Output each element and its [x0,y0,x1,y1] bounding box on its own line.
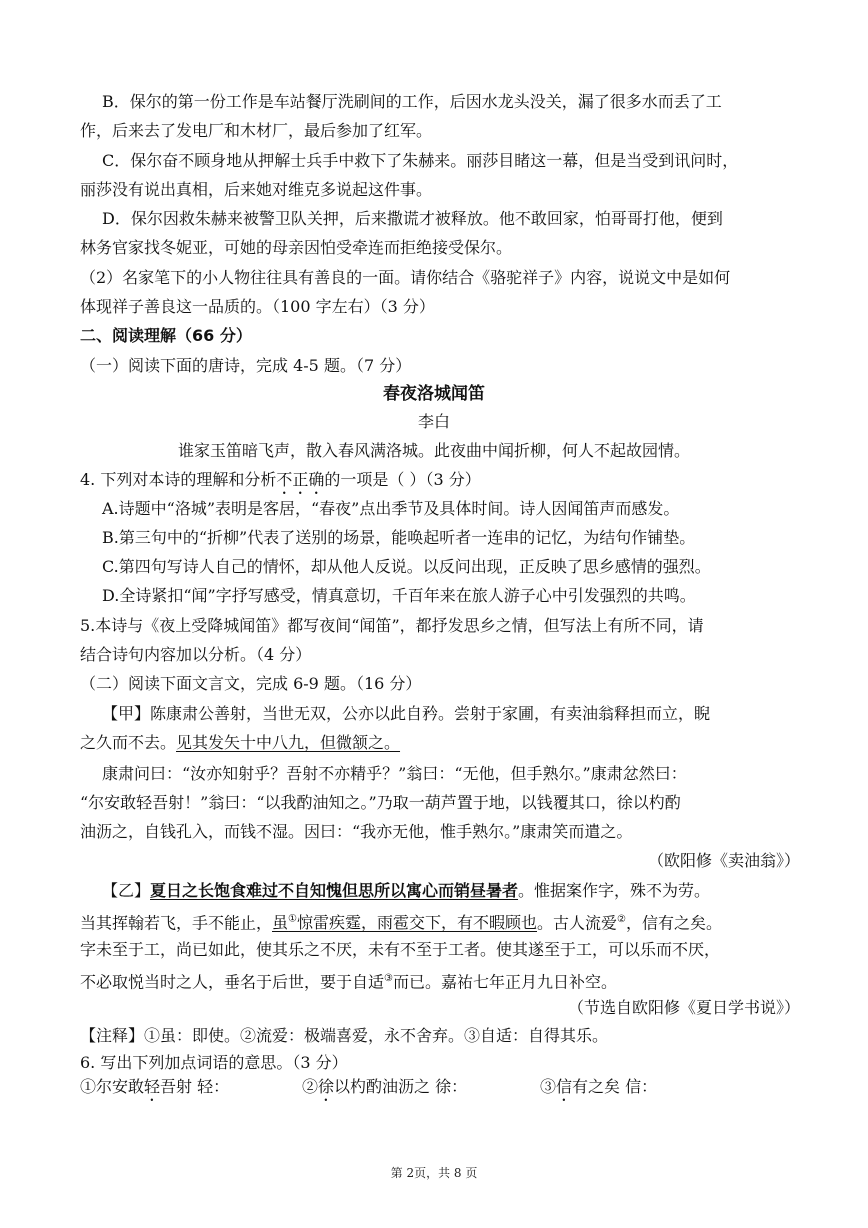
poem-author: 李白 [417,412,450,431]
q6-item1-c: 吾射 轻： [160,1077,230,1096]
q6-item1-dotted: 轻 [144,1077,161,1096]
yi-line1-rest: 。惟据案作字，殊不为劳。 [518,881,711,900]
q6-item2-c: 以杓酌油沥之 徐： [334,1077,468,1096]
yi-line4 [80,969,800,992]
q6-item-3 [540,1077,740,1105]
yi-line1 [102,881,822,901]
note-marker-1: ① [288,914,297,925]
jia-line2 [80,733,800,753]
yi-underlined-sentence-1: 夏日之长饱食难过不自知愧但思所以寓心而销昼暑者 [150,881,519,900]
q3-option-c-line1: C．保尔奋不顾身地从押解士兵手中救下了朱赫来。丽莎目睹这一幕，但是当受到讯问时， [102,151,739,170]
page-footer: 第 2页，共 8 页 [390,1166,478,1180]
yi-line2-start: 当其挥翰若飞，手不能止， [80,913,273,933]
q3-option-d-line1: D．保尔因救朱赫来被警卫队关押，后来撒谎才被释放。他不敢回家，怕哥哥打他，便到 [102,209,723,228]
jia-line3: 康肃问曰：“汝亦知射乎？吾射不亦精乎？”翁曰：“无他，但手熟尔。”康肃忿然曰： [102,764,687,783]
q6-item2-dotted: 徐 [318,1077,335,1096]
yi-line4-start: 不必取悦当时之人，垂名于后世，要于自适 [80,972,385,992]
q4-stem-part3: 的一项是（ ）（3 分） [324,470,481,489]
q4-option-c: C.第四句写诗人自己的情怀，却从他人反说。以反问出现，正反映了思乡感情的强烈。 [102,557,711,576]
q5-line2: 结合诗句内容加以分析。（4 分） [80,645,312,664]
yi-underlined-sentence-2 [272,913,537,932]
note-marker-3: ③ [384,973,393,984]
jia-line2-text: 之久而不去。 [80,733,177,752]
q4-stem [80,470,800,498]
annotation: 【注释】①虽：即使。②流爱：极端喜爱，永不舍弃。③自适：自得其乐。 [80,1026,609,1045]
yi-line4-end: 而已。嘉祐七年正月九日补空。 [392,972,617,992]
poem-text: 谁家玉笛暗飞声，散入春风满洛城。此夜曲中闻折柳，何人不起故园情。 [177,441,690,460]
q4-option-b: B.第三句中的“折柳”代表了送别的场景，能唤起听者一连串的记忆，为结句作铺垫。 [102,528,696,547]
part2-intro: （二）阅读下面文言文，完成 6-9 题。（16 分） [80,674,422,693]
yi-underlined-rest: 惊雷疾霆，雨雹交下，有不暇顾也 [297,913,538,933]
q3-sub2-line1: （2）名家笔下的小人物往往具有善良的一面。请你结合《骆驼祥子》内容，说说文中是如何 [80,268,731,287]
jia-line5: 油沥之，自钱孔入，而钱不湿。因曰：“我亦无他，惟手熟尔。”康肃笑而遣之。 [80,822,633,841]
q6-item3-a: ③ [540,1077,557,1096]
section-title: 二、阅读理解（66 分） [80,326,252,345]
yi-line2-end: ，信有之矣。 [626,913,723,933]
jia-underlined-sentence: 见其发矢十中八九，但微颔之。 [176,733,401,752]
jia-source: （欧阳修《卖油翁》） [647,851,800,870]
yi-bracket: 【乙】 [102,881,151,900]
q6-item-1 [80,1077,280,1105]
yi-source: （节选自欧阳修《夏日学书说》） [567,998,800,1017]
yi-word-sui: 虽 [272,913,289,933]
q4-option-d: D.全诗紧扣“闻”字抒写感受，情真意切，千百年来在旅人游子心中引发强烈的共鸣。 [102,586,696,605]
yi-line2-mid: 。古人流爱 [537,913,618,933]
q6-item3-dotted: 信 [556,1077,573,1096]
part1-intro: （一）阅读下面的唐诗，完成 4-5 题。（7 分） [80,356,412,375]
yi-line3: 字未至于工，尚已如此，使其乐之不厌，未有不至于工者。使其遂至于工，可以乐而不厌， [80,940,721,959]
q3-option-b-line2: 作，后来去了发电厂和木材厂，最后参加了红军。 [80,121,433,140]
poem-title: 春夜洛城闻笛 [383,384,485,404]
q3-option-d-line2: 林务官家找冬妮亚，可她的母亲因怕受牵连而拒绝接受保尔。 [80,238,513,257]
q3-option-c-line2: 丽莎没有说出真相，后来她对维克多说起这件事。 [80,180,433,199]
q3-option-b-line1: B．保尔的第一份工作是车站餐厅洗刷间的工作，后因水龙头没关，漏了很多水而丢了工 [102,92,722,111]
q5-line1: 5.本诗与《夜上受降城闻笛》都写夜间“闻笛”，都抒发思乡之情，但写法上有所不同，请 [80,616,704,635]
q6-stem: 6. 写出下列加点词语的意思。（3 分） [80,1053,348,1072]
q4-emphasis: 不正确 [276,470,325,489]
jia-line1: 【甲】陈康肃公善射，当世无双，公亦以此自矜。尝射于家圃，有卖油翁释担而立，睨 [102,704,711,723]
q3-sub2-line2: 体现祥子善良这一品质的。（100 字左右）（3 分） [80,297,435,316]
jia-line4: “尔安敢轻吾射！”翁曰：“以我酌油知之。”乃取一葫芦置于地，以钱覆其口，徐以杓酌 [80,793,681,812]
q4-option-a: A.诗题中“洛城”表明是客居，“春夜”点出季节及具体时间。诗人因闻笛声而感发。 [102,499,680,518]
note-marker-2: ② [617,914,626,925]
q6-item-2 [302,1077,532,1105]
q6-item3-c: 有之矣 信： [572,1077,658,1096]
q6-item2-a: ② [302,1077,319,1096]
q4-stem-part1: 4. 下列对本诗的理解和分析 [80,470,277,489]
yi-line2 [80,910,800,933]
q6-item1-a: ①尔安敢 [80,1077,145,1096]
